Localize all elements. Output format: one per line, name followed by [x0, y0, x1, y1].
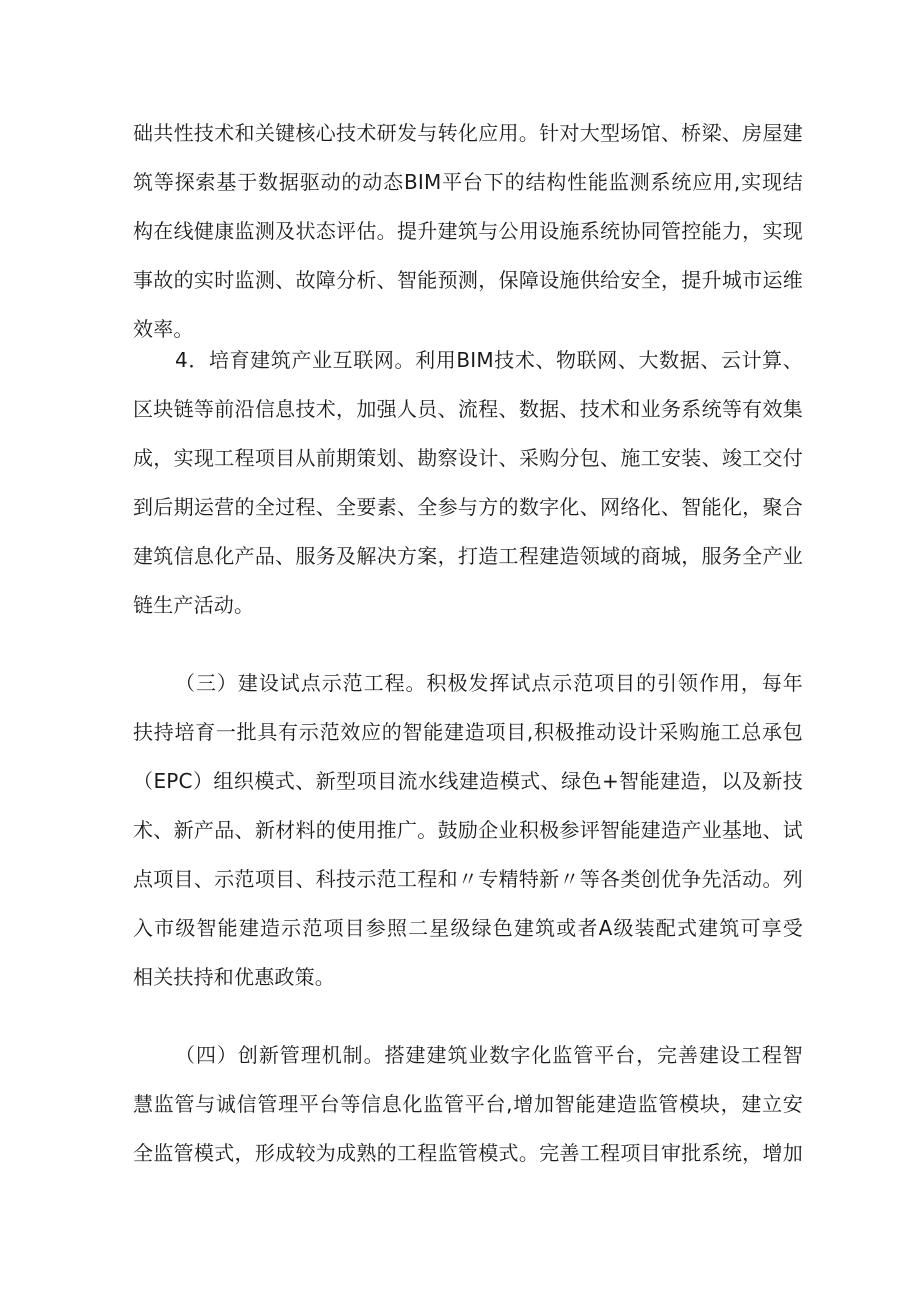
- section-heading-line: （三）建设试点示范工程。积极发挥试点示范项目的引领作用，每年: [175, 671, 803, 695]
- text-line: 链生产活动。: [133, 593, 255, 617]
- text-line: 到后期运营的全过程、全要素、全参与方的数字化、网络化、智能化，聚合: [133, 495, 803, 519]
- text-line: 区块链等前沿信息技术，加强人员、流程、数据、技术和业务系统等有效集: [133, 397, 803, 421]
- text-line: 点项目、示范项目、科技示范工程和〃专精特新〃等各类创优争先活动。列: [133, 867, 803, 891]
- text-line: 全监管模式，形成较为成熟的工程监管模式。完善工程项目审批系统，增加: [133, 1141, 803, 1165]
- text-line: 入市级智能建造示范项目参照二星级绿色建筑或者A级装配式建筑可享受: [133, 916, 803, 940]
- text-line: 建筑信息化产品、服务及解决方案，打造工程建造领域的商城，服务全产业: [133, 544, 803, 568]
- text-line: 础共性技术和关键核心技术研发与转化应用。针对大型场馆、桥梁、房屋建: [133, 121, 803, 145]
- text-line: 慧监管与诚信管理平台等信息化监管平台,增加智能建造监管模块，建立安: [133, 1092, 803, 1116]
- text-line: 事故的实时监测、故障分析、智能预测，保障设施供给安全，提升城市运维: [133, 268, 803, 292]
- section-heading-line: （四）创新管理机制。搭建建筑业数字化监管平台，完善建设工程智: [175, 1043, 803, 1067]
- text-line: 4．培育建筑产业互联网。利用BIM技术、物联网、大数据、云计算、: [175, 348, 803, 372]
- text-line: 相关扶持和优惠政策。: [133, 965, 335, 989]
- text-line: 构在线健康监测及状态评估。提升建筑与公用设施系统协同管控能力，实现: [133, 219, 803, 243]
- text-line: 术、新产品、新材料的使用推广。鼓励企业积极参评智能建造产业基地、试: [133, 818, 803, 842]
- text-line: 扶持培育一批具有示范效应的智能建造项目,积极推动设计采购施工总承包: [133, 720, 803, 744]
- text-line: （EPC）组织模式、新型项目流水线建造模式、绿色+智能建造，以及新技: [133, 769, 803, 793]
- text-line: 成，实现工程项目从前期策划、勘察设计、采购分包、施工安装、竣工交付: [133, 446, 803, 470]
- text-line: 筑等探索基于数据驱动的动态BIM平台下的结构性能监测系统应用,实现结: [133, 170, 803, 194]
- text-line: 效率。: [133, 317, 194, 341]
